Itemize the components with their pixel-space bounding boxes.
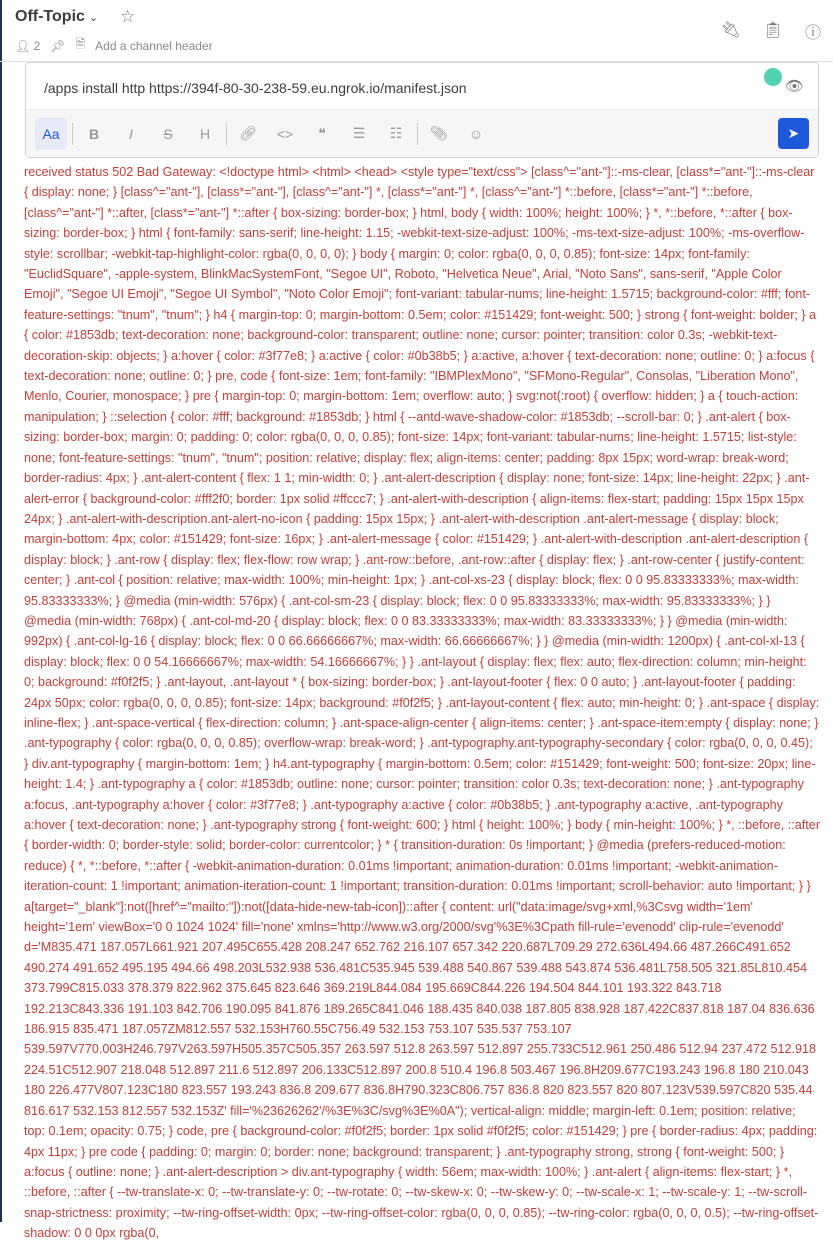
member-count: 2: [33, 38, 41, 53]
message-composer: [25, 62, 819, 158]
channel-name: Off-Topic: [15, 8, 85, 25]
send-icon: ➤: [787, 125, 800, 141]
divider: [72, 123, 73, 145]
attachment-icon[interactable]: 📎︎: [430, 125, 448, 141]
grammarly-icon[interactable]: [764, 68, 782, 86]
clipboard-icon[interactable]: 📋︎: [762, 22, 783, 39]
chevron-down-icon: ⌄: [88, 11, 99, 24]
channel-name-menu[interactable]: [15, 8, 98, 26]
bold-button[interactable]: B: [88, 125, 100, 142]
plug-icon[interactable]: 🔌︎: [720, 22, 741, 39]
link-icon[interactable]: 🔗︎: [239, 125, 257, 141]
error-message: received status 502 Bad Gateway: <!doctype html> <html> <head> <style type="text/css"> [class^="ant-"]::-ms-clear, [class*="ant-"]::-ms-clear { display: none; } [class^="ant-"], [class*="ant-"], [class^="ant-"] *, [class*="ant-"] *, [class^="ant-"] *::before, [class*="ant-"] *::before, [class^="ant-"] *::after, [class*="ant-"] *::after { box-sizing: border-box; } html, body { width: 100%; height: 100%; } *, *::before, *::after { box-sizing: border-box; } html { font-family: sans-serif; line-height: 1.15; -webkit-text-size-adjust: 100%; -ms-text-size-adjust: 100%; -ms-overflow-style: scrollbar; -webkit-tap-highlight-color: rgba(0, 0, 0, 0); } body { margin: 0; color: rgba(0, 0, 0, 0.85); font-size: 14px; font-family: "EuclidSquare", -apple-system, BlinkMacSystemFont, "Segoe UI", Roboto, "Helvetica Neue", Arial, "Noto Sans", sans-serif, "Apple Color Emoji", "Segoe UI Emoji", "Segoe UI Symbol", "Noto Color Emoji"; font-variant: tabular-nums; line-height: 1.5715; background-color: #fff; font-feature-settings: "tnum", "tnum"; } h4 { margin-top: 0; margin-bottom: 0.5em; color: #151429; font-weight: 500; } strong { font-weight: bolder; } a { color: #1853db; text-decoration: none; background-color: transparent; outline: none; cursor: pointer; transition: color 0.3s; -webkit-text-decoration-skip: objects; } a:hover { color: #3f77e8; } a:active { color: #0b38b5; } a:active, a:hover { text-decoration: none; outline: 0; } a:focus { text-decoration: none; outline: 0; } pre, code { font-size: 1em; font-family: "IBMPlexMono", "SFMono-Regular", Consolas, "Liberation Mono", Menlo, Courier, monospace; } pre { margin-top: 0; margin-bottom: 1em; overflow: auto; } svg:not(:root) { overflow: hidden; } a { touch-action: manipulation; } ::selection { color: #fff; background: #1853db; } html { --antd-wave-shadow-color: #1853db; --scroll-bar: 0; } .ant-alert { box-sizing: border-box; margin: 0; padding: 0; color: rgba(0, 0, 0, 0.85); font-size: 14px; font-variant: tabular-nums; line-height: 1.5715; list-style: none; font-feature-settings: "tnum", "tnum"; position: relative; display: flex; align-items: center; padding: 8px 15px; word-wrap: break-word; border-radius: 4px; } .ant-alert-content { flex: 1 1; min-width: 0; } .ant-alert-description { display: none; font-size: 14px; line-height: 22px; } .ant-alert-error { background-color: #fff2f0; border: 1px solid #ffccc7; } .ant-alert-with-description { align-items: flex-start; padding: 15px 15px 15px 24px; } .ant-alert-with-description.ant-alert-no-icon { padding: 15px 15px; } .ant-alert-with-description .ant-alert-message { display: block; margin-bottom: 4px; color: #151429; font-size: 16px; } .ant-alert-message { color: #151429; } .ant-alert-with-description .ant-alert-description { display: block; } .ant-row { display: flex; flex-flow: row wrap; } .ant-row::before, .ant-row::after { display: flex; } .ant-row-center { justify-content: center; } .ant-col { position: relative; max-width: 100%; min-height: 1px; } .ant-col-xs-23 { display: block; flex: 0 0 95.83333333%; max-width: 95.83333333%; } @media (min-width: 576px) { .ant-col-sm-23 { display: block; flex: 0 0 95.83333333%; max-width: 95.83333333%; } } @media (min-width: 768px) { .ant-col-md-20 { display: block; flex: 0 0 83.33333333%; max-width: 83.33333333%; } } @media (min-width: 992px) { .ant-col-lg-16 { display: block; flex: 0 0 66.66666667%; max-width: 66.66666667%; } } @media (min-width: 1200px) { .ant-col-xl-13 { display: block; flex: 0 0 54.16666667%; max-width: 54.16666667%; } } .ant-layout { display: flex; flex: auto; flex-direction: column; min-height: 0; background: #f0f2f5; } .ant-layout, .ant-layout * { box-sizing: border-box; } .ant-layout-footer { flex: 0 0 auto; } .ant-layout-footer { padding: 24px 50px; color: rgba(0, 0, 0, 0.85); font-size: 14px; background: #f0f2f5; } .ant-layout-content { flex: auto; min-height: 0; } .ant-space { display: inline-flex; } .ant-space-vertical { flex-direction: column; } .ant-space-align-center { align-items: center; } .ant-space-item:empty { display: none; } .ant-typography { color: rgba(0, 0, 0, 0.85); overflow-wrap: break-word; } .ant-typography.ant-typography-secondary { color: rgba(0, 0, 0, 0.45); } div.ant-typography { margin-bottom: 1em; } h4.ant-typography { margin-bottom: 0.5em; color: #151429; font-weight: 500; font-size: 20px; line-height: 1.4; } .ant-typography a { color: #1853db; outline: none; cursor: pointer; transition: color 0.3s; text-decoration: none; } .ant-typography a:focus, .ant-typography a:hover { color: #3f77e8; } .ant-typography a:active { color: #0b38b5; } .ant-typography a:active, .ant-typography a:hover { text-decoration: none; } .ant-typography strong { font-weight: 600; } html { height: 100%; } body { min-height: 100%; } *, ::before, ::after { border-width: 0; border-style: solid; border-color: currentcolor; } * { transition-duration: 0s !important; } @media (prefers-reduced-motion: reduce) { *, *::before, *::after { -webkit-animation-duration: 0.01ms !important; animation-duration: 0.01ms !important; -webkit-animation-iteration-count: 1 !important; animation-iteration-count: 1 !important; transition-duration: 0.01ms !important; scroll-behavior: auto !important; } } a[target="_blank"]:not([href^="mailto:"]):not([data-hide-new-tab-icon])::after { content: url("data:image/svg+xml,%3Csvg width='1em' height='1em' viewBox='0 0 1024 1024' fill='none' xmlns='http://www.w3.org/2000/svg'%3E%3Cpath fill-rule='evenodd' clip-rule='evenodd' d='M835.471 187.057L661.921 207.495C655.428 208.247 652.762 216.107 657.342 220.687L709.29 272.636L494.66 487.266C491.652 490.274 491.652 495.195 494.66 498.203L532.938 536.481C535.945 539.488 540.867 539.488 543.874 536.481L758.505 321.85L810.454 373.799C815.033 378.379 822.962 375.645 823.646 369.219L844.084 195.669C844.226 194.504 844.101 193.322 843.718 192.213C843.336 191.103 842.706 190.095 841.876 189.265C841.046 188.435 840.038 187.805 838.928 187.422C837.818 187.04 836.636 186.915 835.471 187.057ZM812.557 532.153H760.55C756.49 532.153 753.107 535.537 753.107 539.597V770.003H246.797V263.597H505.357C505.357 263.597 512.8 263.597 512.897 255.733C512.961 250.486 512.94 237.472 512.918 224.51C512.907 218.048 512.897 211.6 512.897 206.133C512.897 200.8 510.4 196.8 503.467 196.8H209.677C193.243 196.8 180 210.043 180 226.477V807.123C180 823.557 193.243 836.8 209.677 836.8H790.323C806.757 836.8 820 823.557 820 807.123V539.597C820 535.44 816.617 532.153 812.557 532.153Z' fill='%23626262'/%3E%3C/svg%3E%0A"); vertical-align: middle; margin-left: 0.1em; position: relative; top: 0.1em; opacity: 0.75; } code, pre { background-color: #f0f2f5; border: 1px solid #f0f2f5; color: #151429; } pre { border-radius: 4px; padding: 4px 11px; } pre code { padding: 0; margin: 0; border: none; background: transparent; } .ant-typography strong, strong { font-weight: 500; } a:focus { outline: none; } .ant-alert-description > div.ant-typography { width: 56em; max-width: 100%; } .ant-alert { align-items: flex-start; } *, ::before, ::after { --tw-translate-x: 0; --tw-translate-y: 0; --tw-rotate: 0; --tw-skew-x: 0; --tw-skew-y: 0; --tw-scale-x: 1; --tw-scale-y: 1; --tw-scroll-snap-strictness: proximity; --tw-ring-offset-width: 0px; --tw-ring-offset-color: rgba(0, 0, 0, 0.85); --tw-ring-color: rgba(0, 0, 0, 0.5); --tw-ring-offset-shadow: 0 0 0px rgba(0,: [24, 165, 821, 1241]
sidebar-edge: [0, 0, 2, 1222]
formatting-toolbar: [26, 109, 818, 157]
quote-button[interactable]: ❝: [318, 125, 326, 141]
favorite-star-icon[interactable]: ☆: [120, 7, 136, 26]
document-icon: 🗎: [75, 37, 86, 51]
channel-header: [0, 0, 833, 62]
format-toggle-button[interactable]: Aa: [35, 118, 67, 150]
send-button[interactable]: [778, 118, 809, 149]
bullet-list-icon[interactable]: ☰: [352, 125, 366, 141]
numbered-list-icon[interactable]: ☷: [389, 125, 403, 141]
pin-icon[interactable]: 📌︎: [50, 38, 66, 53]
message-input[interactable]: /apps install http https://394f-80-30-238-59.eu.ngrok.io/manifest.json: [44, 80, 467, 96]
divider: [226, 123, 227, 145]
preview-eye-icon[interactable]: 👁︎: [784, 78, 804, 95]
italic-button[interactable]: I: [129, 125, 133, 142]
emoji-icon[interactable]: ☺: [468, 125, 484, 142]
info-icon[interactable]: ⓘ: [804, 25, 821, 42]
heading-button[interactable]: H: [199, 125, 211, 142]
divider: [417, 123, 418, 145]
add-channel-header-link[interactable]: Add a channel header: [95, 38, 213, 53]
strikethrough-button[interactable]: S: [163, 125, 173, 142]
code-button[interactable]: <>: [276, 125, 294, 142]
members-button[interactable]: 👤︎ 2: [15, 38, 41, 53]
